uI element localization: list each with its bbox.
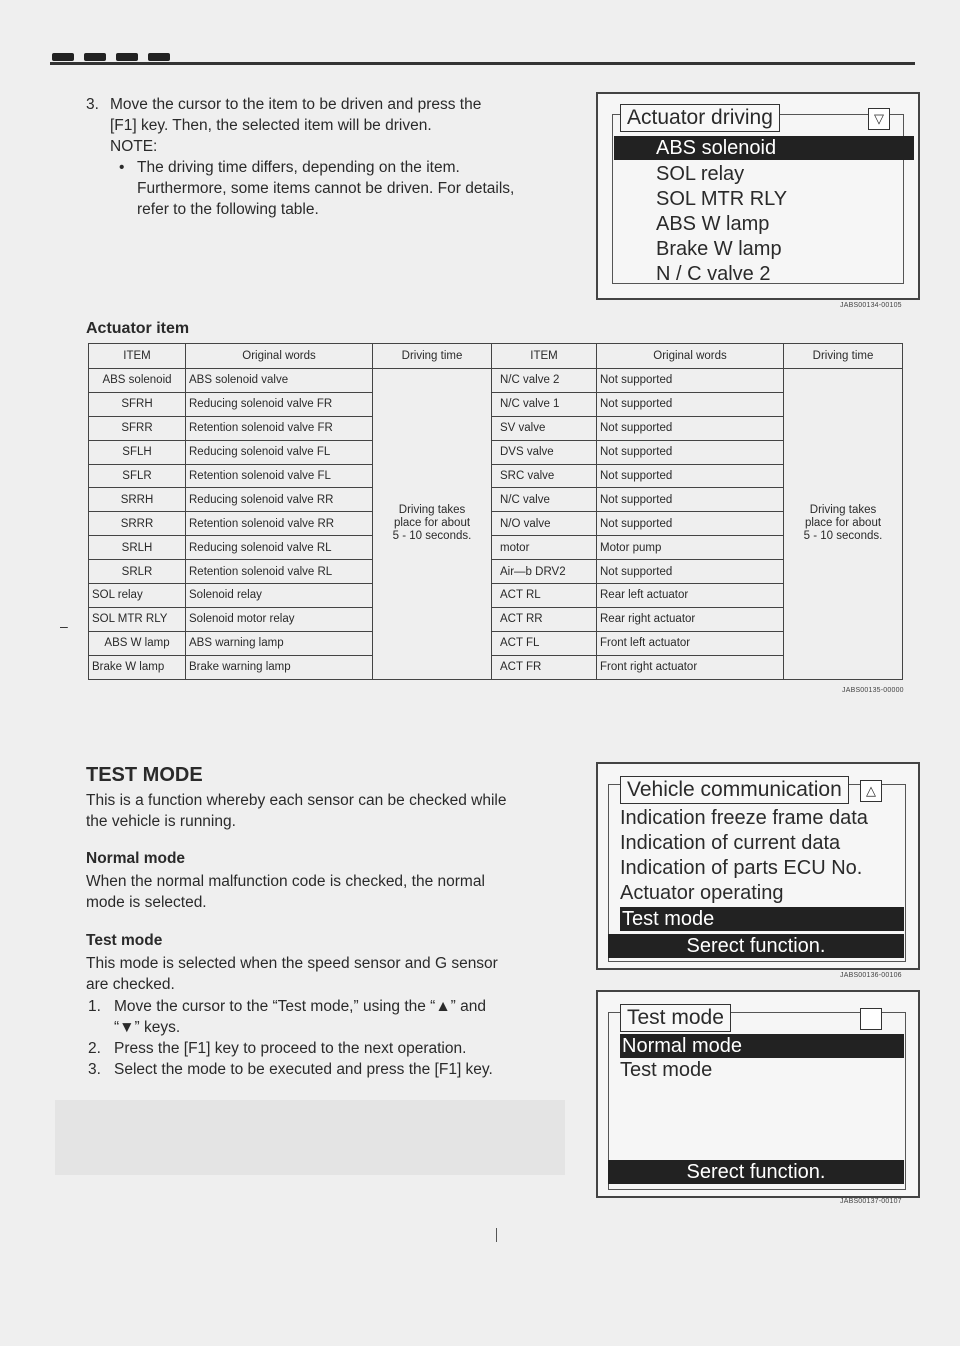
item-cell: ACT RL — [492, 584, 597, 608]
menu-item-sol-mtr-rly[interactable]: SOL MTR RLY — [656, 188, 788, 210]
menu-item-abs-w-lamp[interactable]: ABS W lamp — [656, 213, 770, 235]
driving-time-line: Driving takes — [809, 504, 877, 517]
header-original-words: Original words — [186, 344, 373, 369]
item-cell: N/C valve 1 — [492, 392, 597, 416]
original-words-cell: Brake warning lamp — [186, 655, 373, 679]
original-words-cell: Rear right actuator — [597, 607, 784, 631]
item-cell: SRLH — [89, 536, 186, 560]
menu-item-test-mode[interactable]: Test mode — [620, 1059, 713, 1081]
item-cell: ACT FL — [492, 631, 597, 655]
figure-id: JABS00137-00107 — [840, 1198, 902, 1205]
menu-item-sol-relay[interactable]: SOL relay — [656, 163, 745, 185]
original-words-cell: ABS warning lamp — [186, 631, 373, 655]
select-function-prompt: Serect function. — [608, 1160, 904, 1184]
test-mode-intro-line-2: the vehicle is running. — [86, 813, 236, 830]
item-cell: SFLR — [89, 464, 186, 488]
table-row — [89, 369, 903, 393]
original-words-cell: Retention solenoid valve RL — [186, 560, 373, 584]
test-mode-intro-line-1: This is a function whereby each sensor can be checked while — [86, 792, 507, 809]
test-mode-line-2: are checked. — [86, 976, 175, 993]
table-row — [89, 488, 903, 512]
header-item: ITEM — [492, 344, 597, 369]
item-cell: N/C valve 2 — [492, 369, 597, 393]
selected-item-test-mode[interactable]: Test mode — [620, 907, 904, 931]
header-driving-time: Driving time — [373, 344, 492, 369]
item-cell: SFRR — [89, 416, 186, 440]
scroll-indicator-icon[interactable] — [860, 1008, 882, 1030]
select-function-prompt: Serect function. — [608, 934, 904, 958]
menu-item-current-data[interactable]: Indication of current data — [620, 832, 841, 854]
original-words-cell: Not supported — [597, 512, 784, 536]
item-cell: motor — [492, 536, 597, 560]
item-cell: SRRH — [89, 488, 186, 512]
original-words-cell: Rear left actuator — [597, 584, 784, 608]
header-rule — [50, 62, 915, 65]
original-words-cell: Reducing solenoid valve RL — [186, 536, 373, 560]
test-mode-heading: TEST MODE — [86, 764, 203, 786]
figure-id: JABS00136-00106 — [840, 972, 902, 979]
table-row — [89, 512, 903, 536]
table-row — [89, 655, 903, 679]
step-3-number: 3. — [86, 96, 99, 113]
item-cell: ACT FR — [492, 655, 597, 679]
figure-id: JABS00134-00105 — [840, 302, 902, 309]
original-words-cell: Front right actuator — [597, 655, 784, 679]
original-words-cell: ABS solenoid valve — [186, 369, 373, 393]
step-3-line-2: [F1] key. Then, the selected item will be driven. — [110, 117, 432, 134]
page-mark — [496, 1228, 497, 1242]
menu-item-nc-valve-2[interactable]: N / C valve 2 — [656, 263, 771, 285]
original-words-cell: Motor pump — [597, 536, 784, 560]
step-1-line-1: Move the cursor to the “Test mode,” using the “▲” and — [114, 998, 487, 1015]
driving-time-cell — [373, 369, 492, 680]
test-mode-line-1: This mode is selected when the speed sensor and G sensor — [86, 955, 498, 972]
menu-item-actuator-operating[interactable]: Actuator operating — [620, 882, 784, 904]
item-cell: SRRR — [89, 512, 186, 536]
actuator-item-heading: Actuator item — [86, 320, 190, 337]
actuator-item-table — [88, 343, 903, 680]
table-row — [89, 631, 903, 655]
test-mode-subheading: Test mode — [86, 932, 163, 949]
item-cell: SOL relay — [89, 584, 186, 608]
original-words-cell: Not supported — [597, 369, 784, 393]
menu-item-brake-w-lamp[interactable]: Brake W lamp — [656, 238, 782, 260]
table-row — [89, 416, 903, 440]
original-words-cell: Solenoid motor relay — [186, 607, 373, 631]
item-cell: DVS valve — [492, 440, 597, 464]
original-words-cell: Retention solenoid valve FR — [186, 416, 373, 440]
item-cell: N/O valve — [492, 512, 597, 536]
selected-item-normal-mode[interactable]: Normal mode — [620, 1034, 904, 1058]
driving-time-line: place for about — [393, 517, 471, 530]
item-cell: Brake W lamp — [89, 655, 186, 679]
original-words-cell: Not supported — [597, 440, 784, 464]
original-words-cell: Not supported — [597, 560, 784, 584]
table-row — [89, 584, 903, 608]
note-line-2: Furthermore, some items cannot be driven. For details, — [137, 180, 515, 197]
driving-time-line: 5 - 10 seconds. — [803, 530, 883, 543]
table-header-row — [89, 344, 903, 369]
screen-title: Vehicle communication — [620, 776, 849, 804]
table-row — [89, 607, 903, 631]
original-words-cell: Reducing solenoid valve FL — [186, 440, 373, 464]
table-row — [89, 440, 903, 464]
menu-item-freeze-frame[interactable]: Indication freeze frame data — [620, 807, 868, 829]
item-cell: Air—b DRV2 — [492, 560, 597, 584]
item-cell: SRC valve — [492, 464, 597, 488]
original-words-cell: Not supported — [597, 392, 784, 416]
driving-time-cell — [784, 369, 903, 680]
table-row — [89, 536, 903, 560]
item-cell: ABS W lamp — [89, 631, 186, 655]
step-2-number: 2. — [88, 1040, 101, 1057]
table-row — [89, 560, 903, 584]
margin-dash: – — [60, 618, 68, 634]
faded-background-block — [55, 1100, 565, 1175]
item-cell: SRLR — [89, 560, 186, 584]
item-cell: SOL MTR RLY — [89, 607, 186, 631]
figure-id: JABS00135-00000 — [842, 687, 904, 694]
normal-mode-line-1: When the normal malfunction code is checked, the normal — [86, 873, 485, 890]
item-cell: SV valve — [492, 416, 597, 440]
original-words-cell: Front left actuator — [597, 631, 784, 655]
header-section-mark — [52, 48, 192, 62]
original-words-cell: Reducing solenoid valve RR — [186, 488, 373, 512]
vehicle-communication-screen — [596, 762, 920, 970]
scroll-up-icon[interactable]: △ — [860, 780, 882, 802]
step-1-line-2: “▼” keys. — [114, 1019, 181, 1036]
original-words-cell: Not supported — [597, 488, 784, 512]
item-cell: SFLH — [89, 440, 186, 464]
note-line-1: • The driving time differs, depending on the item. — [137, 157, 460, 178]
screen-title: Test mode — [620, 1004, 731, 1032]
table-row — [89, 392, 903, 416]
item-cell: N/C valve — [492, 488, 597, 512]
table-row — [89, 464, 903, 488]
normal-mode-line-2: mode is selected. — [86, 894, 207, 911]
actuator-driving-screen — [596, 92, 920, 300]
header-item: ITEM — [89, 344, 186, 369]
original-words-cell: Not supported — [597, 416, 784, 440]
scroll-down-icon[interactable]: ▽ — [868, 108, 890, 130]
selected-item-abs-solenoid[interactable]: ABS solenoid — [614, 136, 914, 160]
step-3-line-1: Select the mode to be executed and press the [F1] key. — [114, 1061, 493, 1078]
item-cell: SFRH — [89, 392, 186, 416]
note-label: NOTE: — [110, 138, 158, 155]
header-driving-time: Driving time — [784, 344, 903, 369]
step-2-line-1: Press the [F1] key to proceed to the next operation. — [114, 1040, 467, 1057]
screen-title: Actuator driving — [620, 104, 780, 132]
driving-time-line: 5 - 10 seconds. — [392, 530, 472, 543]
driving-time-line: place for about — [804, 517, 882, 530]
original-words-cell: Solenoid relay — [186, 584, 373, 608]
original-words-cell: Retention solenoid valve FL — [186, 464, 373, 488]
step-3-line-1: Move the cursor to the item to be driven and press the — [110, 96, 482, 113]
item-cell: ACT RR — [492, 607, 597, 631]
step-3-number: 3. — [88, 1061, 101, 1078]
menu-item-parts-ecu-no[interactable]: Indication of parts ECU No. — [620, 857, 863, 879]
item-cell: ABS solenoid — [89, 369, 186, 393]
driving-time-line: Driving takes — [398, 504, 466, 517]
original-words-cell: Retention solenoid valve RR — [186, 512, 373, 536]
note-line-3: refer to the following table. — [137, 201, 319, 218]
step-1-number: 1. — [88, 998, 101, 1015]
normal-mode-heading: Normal mode — [86, 850, 186, 867]
original-words-cell: Reducing solenoid valve FR — [186, 392, 373, 416]
header-original-words: Original words — [597, 344, 784, 369]
test-mode-screen — [596, 990, 920, 1198]
original-words-cell: Not supported — [597, 464, 784, 488]
